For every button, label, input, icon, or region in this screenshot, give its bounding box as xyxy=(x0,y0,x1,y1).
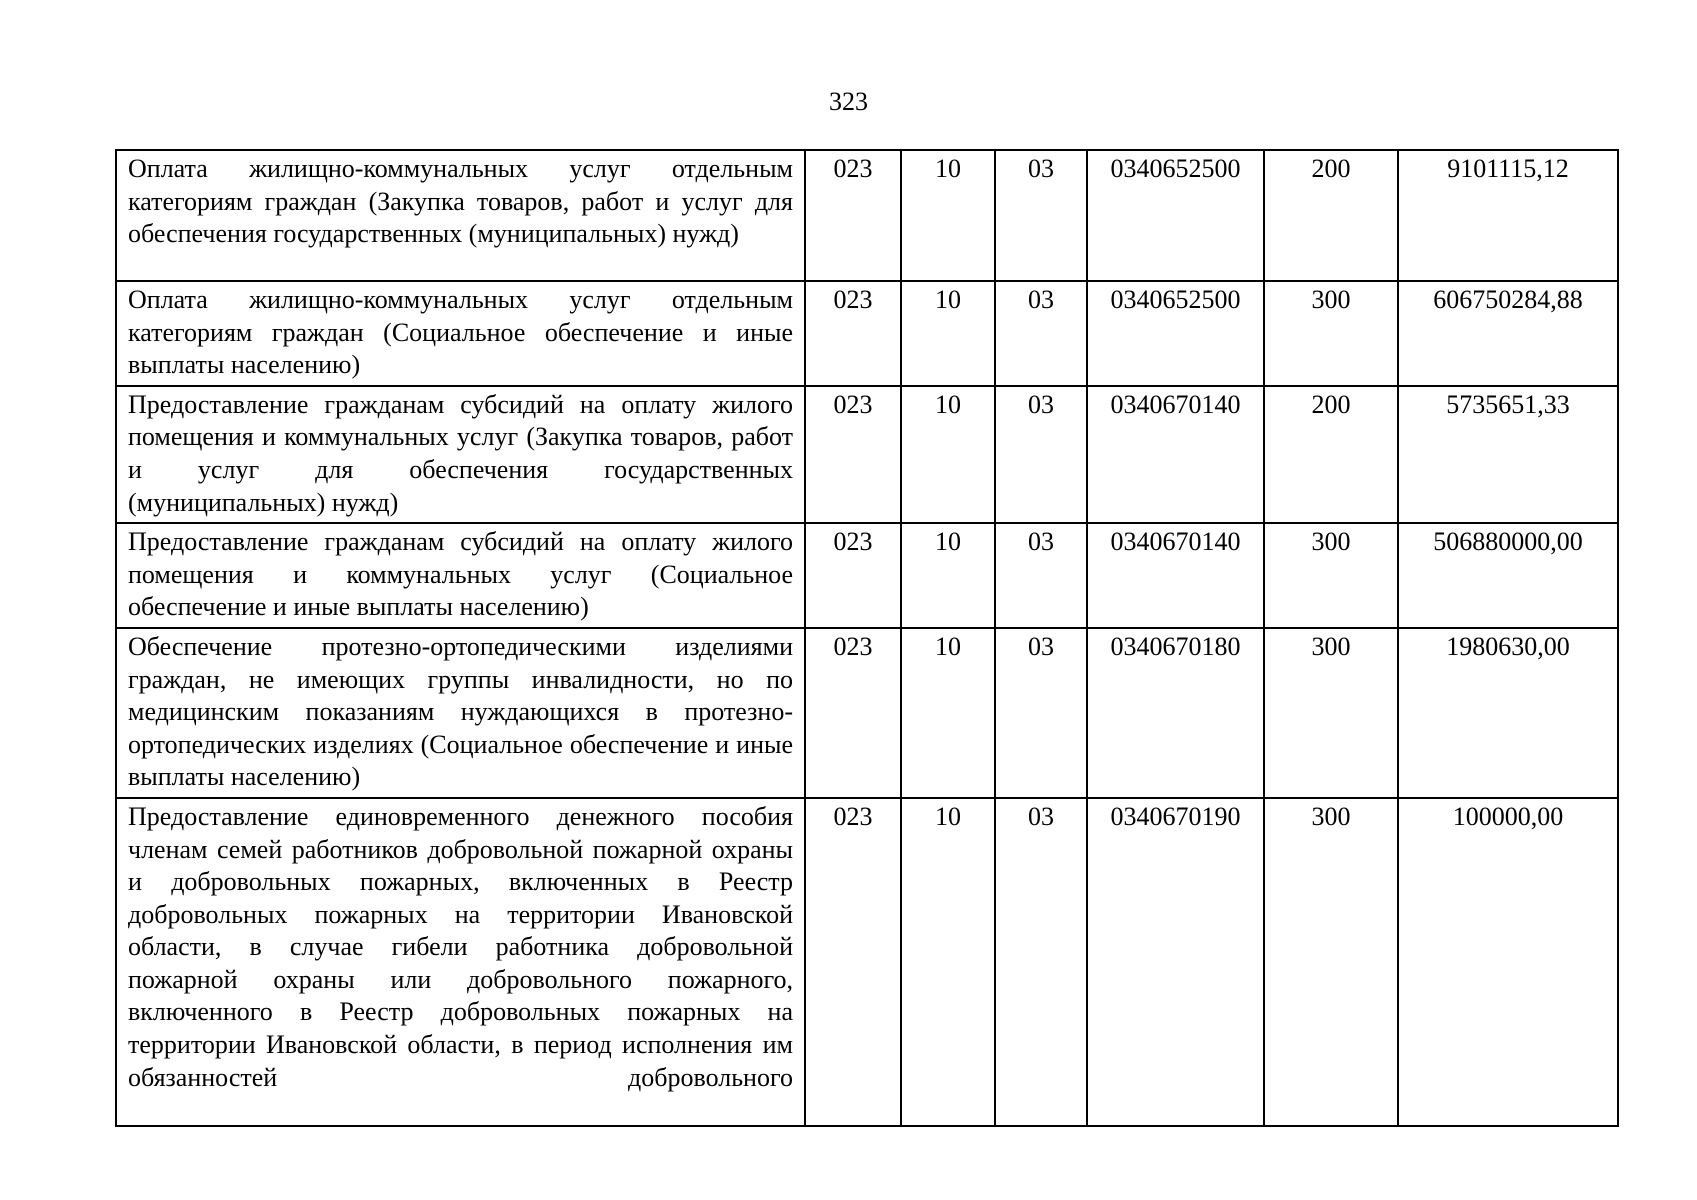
subsection-code: 03 xyxy=(995,386,1087,523)
row-description: Обеспечение протезно-ортопедическими изделиями граждан, не имеющих группы инвалидности, но по медицинским показаниям нуждающихся в протезно-ортопедических изделиях (Социальное обеспечение и иные выплаты населению) xyxy=(116,628,805,798)
target-article-code: 0340670140 xyxy=(1087,386,1264,523)
ministry-code: 023 xyxy=(805,628,901,798)
subsection-code: 03 xyxy=(995,628,1087,798)
table-row xyxy=(116,628,1618,798)
budget-table xyxy=(115,149,1619,1127)
ministry-code: 023 xyxy=(805,386,901,523)
expense-type-code: 200 xyxy=(1264,150,1398,281)
expense-type-code: 300 xyxy=(1264,523,1398,628)
expense-type-code: 200 xyxy=(1264,386,1398,523)
ministry-code: 023 xyxy=(805,798,901,1126)
row-description: Оплата жилищно-коммунальных услуг отдельным категориям граждан (Закупка товаров, работ и услуг для обеспечения государственных (муниципальных) нужд) xyxy=(116,150,805,281)
row-description: Предоставление гражданам субсидий на оплату жилого помещения и коммунальных услуг (Социальное обеспечение и иные выплаты населению) xyxy=(116,523,805,628)
target-article-code: 0340652500 xyxy=(1087,150,1264,281)
section-code: 10 xyxy=(901,281,995,386)
section-code: 10 xyxy=(901,150,995,281)
row-description: Предоставление гражданам субсидий на оплату жилого помещения и коммунальных услуг (Закупка товаров, работ и услуг для обеспечения государственных (муниципальных) нужд) xyxy=(116,386,805,523)
table-row xyxy=(116,150,1618,281)
table-row xyxy=(116,523,1618,628)
section-code: 10 xyxy=(901,386,995,523)
target-article-code: 0340670190 xyxy=(1087,798,1264,1126)
subsection-code: 03 xyxy=(995,523,1087,628)
ministry-code: 023 xyxy=(805,150,901,281)
expense-type-code: 300 xyxy=(1264,628,1398,798)
ministry-code: 023 xyxy=(805,281,901,386)
section-code: 10 xyxy=(901,523,995,628)
target-article-code: 0340670180 xyxy=(1087,628,1264,798)
target-article-code: 0340670140 xyxy=(1087,523,1264,628)
subsection-code: 03 xyxy=(995,798,1087,1126)
expense-type-code: 300 xyxy=(1264,281,1398,386)
table-row xyxy=(116,798,1618,1126)
row-description: Предоставление единовременного денежного пособия членам семей работников добровольной пожарной охраны и добровольных пожарных, включенных в Реестр добровольных пожарных на территории Ивановской области, в случае гибели работника добровольной пожарной охраны или добровольного пожарного, включенного в Реестр добровольных пожарных на территории Ивановской области, в период исполнения им обязанностей добровольного xyxy=(116,798,805,1126)
amount: 9101115,12 xyxy=(1398,150,1618,281)
table-row xyxy=(116,281,1618,386)
amount: 606750284,88 xyxy=(1398,281,1618,386)
amount: 1980630,00 xyxy=(1398,628,1618,798)
amount: 506880000,00 xyxy=(1398,523,1618,628)
ministry-code: 023 xyxy=(805,523,901,628)
amount: 100000,00 xyxy=(1398,798,1618,1126)
page-number: 323 xyxy=(829,87,868,116)
table-row xyxy=(116,386,1618,523)
subsection-code: 03 xyxy=(995,150,1087,281)
section-code: 10 xyxy=(901,798,995,1126)
section-code: 10 xyxy=(901,628,995,798)
expense-type-code: 300 xyxy=(1264,798,1398,1126)
row-description: Оплата жилищно-коммунальных услуг отдельным категориям граждан (Социальное обеспечение и иные выплаты населению) xyxy=(116,281,805,386)
amount: 5735651,33 xyxy=(1398,386,1618,523)
target-article-code: 0340652500 xyxy=(1087,281,1264,386)
subsection-code: 03 xyxy=(995,281,1087,386)
